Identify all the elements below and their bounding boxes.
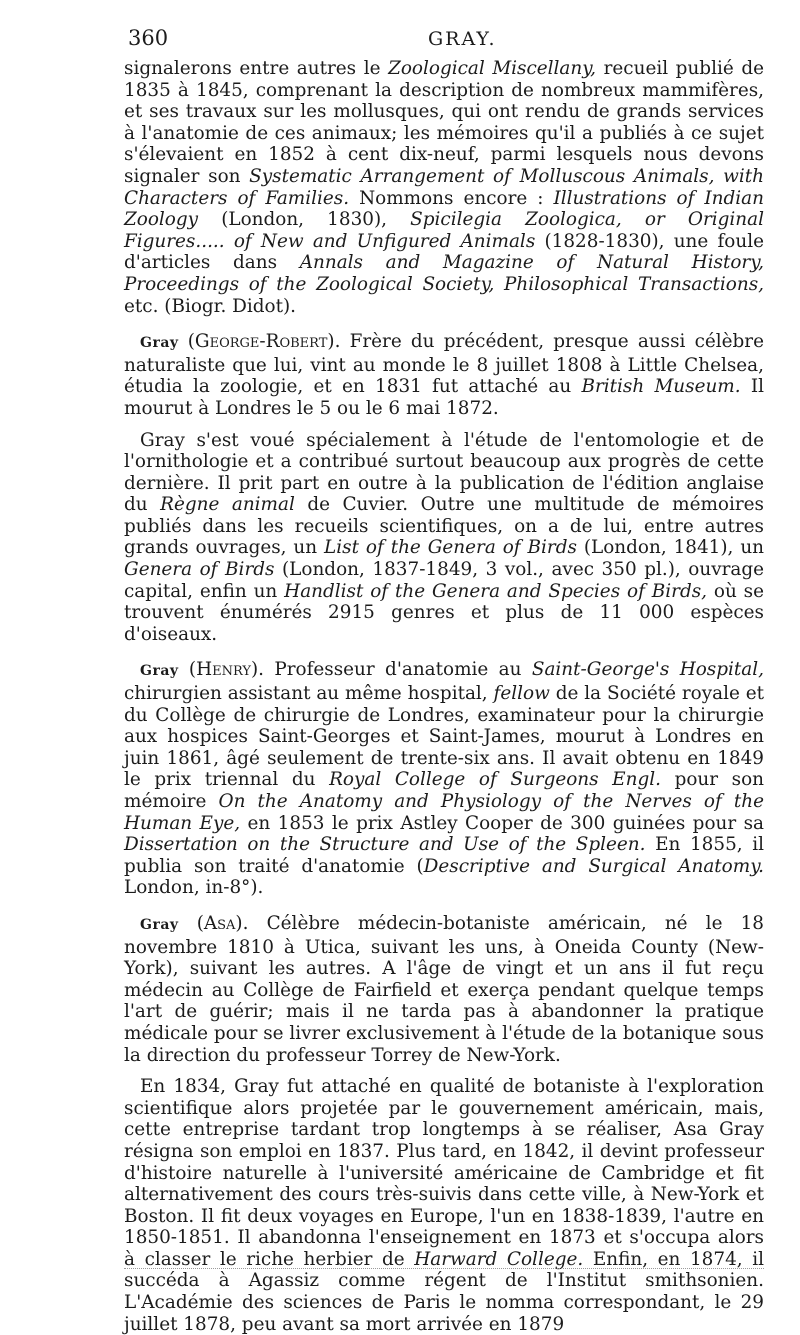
entry-given-name: (George-Robert).	[187, 331, 341, 353]
entry-asa: Gray (Asa). Célèbre médecin-botaniste américain, né le 18 novembre 1810 à Utica, suivant les uns, à Oneida County (New-York), suivant les autres. A l'âge de vingt et un ans il fut reçu médecin au Collège de Fairfield et exerça pendant quelque temps l'art de guérir; mais il ne tarda pas à abandonner la pratique médicale pour se livrer exclusivement à l'étude de la botanique sous la direction du professeur Torrey de New-York.	[124, 912, 764, 1066]
entry-headword: Gray	[140, 916, 179, 933]
entry-headword: Gray	[140, 335, 179, 352]
bottom-dotted-rule	[124, 1268, 764, 1269]
running-head: GRAY.	[428, 28, 497, 50]
entry-given-name: (Henry).	[188, 659, 264, 681]
paragraph-asa-career: En 1834, Gray fut attaché en qualité de botaniste à l'exploration scientifique alors projetée par le gouvernement américain, mais, cette entreprise tardant trop longtemps à se réaliser, Asa Gray résigna son emploi en 1837. Plus tard, en 1842, il devint professeur d'histoire naturelle à l'université américaine de Cambridge et fit alternativement des cours très-suivis dans cette ville, à New-York et Boston. Il fit deux voyages en Europe, l'un en 1838-1839, l'autre en 1850-1851. Il abandonna l'enseignement en 1873 et s'occupa alors à classer le riche herbier de Harward College. Enfin, en 1874, il succéda à Agassiz comme régent de l'Institut smithsonien. L'Académie des sciences de Paris le nomma correspondant, le 29 juillet 1878, peu avant sa mort arrivée en 1879	[124, 1076, 764, 1335]
body-text	[124, 58, 764, 1335]
paragraph-george-robert-works: Gray s'est voué spécialement à l'étude de l'entomologie et de l'ornithologie et a contribué surtout beaucoup aux progrès de cette dernière. Il prit part en outre à la publication de l'édition anglaise du Règne animal de Cuvier. Outre une multitude de mémoires publiés dans les recueils scientifiques, on a de lui, entre autres grands ouvrages, un List of the Genera of Birds (London, 1841), un Genera of Birds (London, 1837-1849, 3 vol., avec 350 pl.), ouvrage capital, enfin un Handlist of the Genera and Species of Birds, où se trouvent énumérés 2915 genres et plus de 11 000 espèces d'oiseaux.	[124, 429, 765, 645]
paragraph-john-edward-continued: signalerons entre autres le Zoological Miscellany, recueil publié de 1835 à 1845, comprenant la description de nombreux mammifères, et ses travaux sur les mollusques, qui ont rendu de grands services à l'anatomie de ces animaux; les mémoires qu'il a publiés à ce sujet s'élevaient en 1852 à cent dix-neuf, parmi lesquels nous devons signaler son Systematic Arrangement of Molluscous Animals, with Characters of Families. Nommons encore : Illustrations of Indian Zoology (London, 1830), Spicilegia Zoologica, or Original Figures..... of New and Unfigured Animals (1828-1830), une foule d'articles dans Annals and Magazine of Natural History, Proceedings of the Zoological Society, Philosophical Transactions, etc. (Biogr. Didot).	[124, 58, 764, 317]
entry-headword: Gray	[140, 663, 179, 680]
entry-george-robert: Gray (George-Robert). Frère du précédent, presque aussi célèbre naturaliste que lui, vint au monde le 8 juillet 1808 à Little Chelsea, étudia la zoologie, et en 1831 fut attaché au British Museum. Il mourut à Londres le 5 ou le 6 mai 1872.	[124, 331, 764, 419]
entry-given-name: (Asa).	[196, 912, 249, 934]
page-header	[128, 26, 738, 54]
entry-henry: Gray (Henry). Professeur d'anatomie au Saint-George's Hospital, chirurgien assistant au même hospital, fellow de la Société royale et du Collège de chirurgie de Londres, examinateur pour la chirurgie aux hospices Saint-Georges et Saint-James, mourut à Londres en juin 1861, âgé seulement de trente-six ans. Il avait obtenu en 1849 le prix triennal du Royal College of Surgeons Engl. pour son mémoire On the Anatomy and Physiology of the Nerves of the Human Eye, en 1853 le prix Astley Cooper de 300 guinées pour sa Dissertation on the Structure and Use of the Spleen. En 1855, il publia son traité d'anatomie (Descriptive and Surgical Anatomy. London, in-8°).	[124, 659, 765, 899]
page-number: 360	[128, 26, 169, 50]
